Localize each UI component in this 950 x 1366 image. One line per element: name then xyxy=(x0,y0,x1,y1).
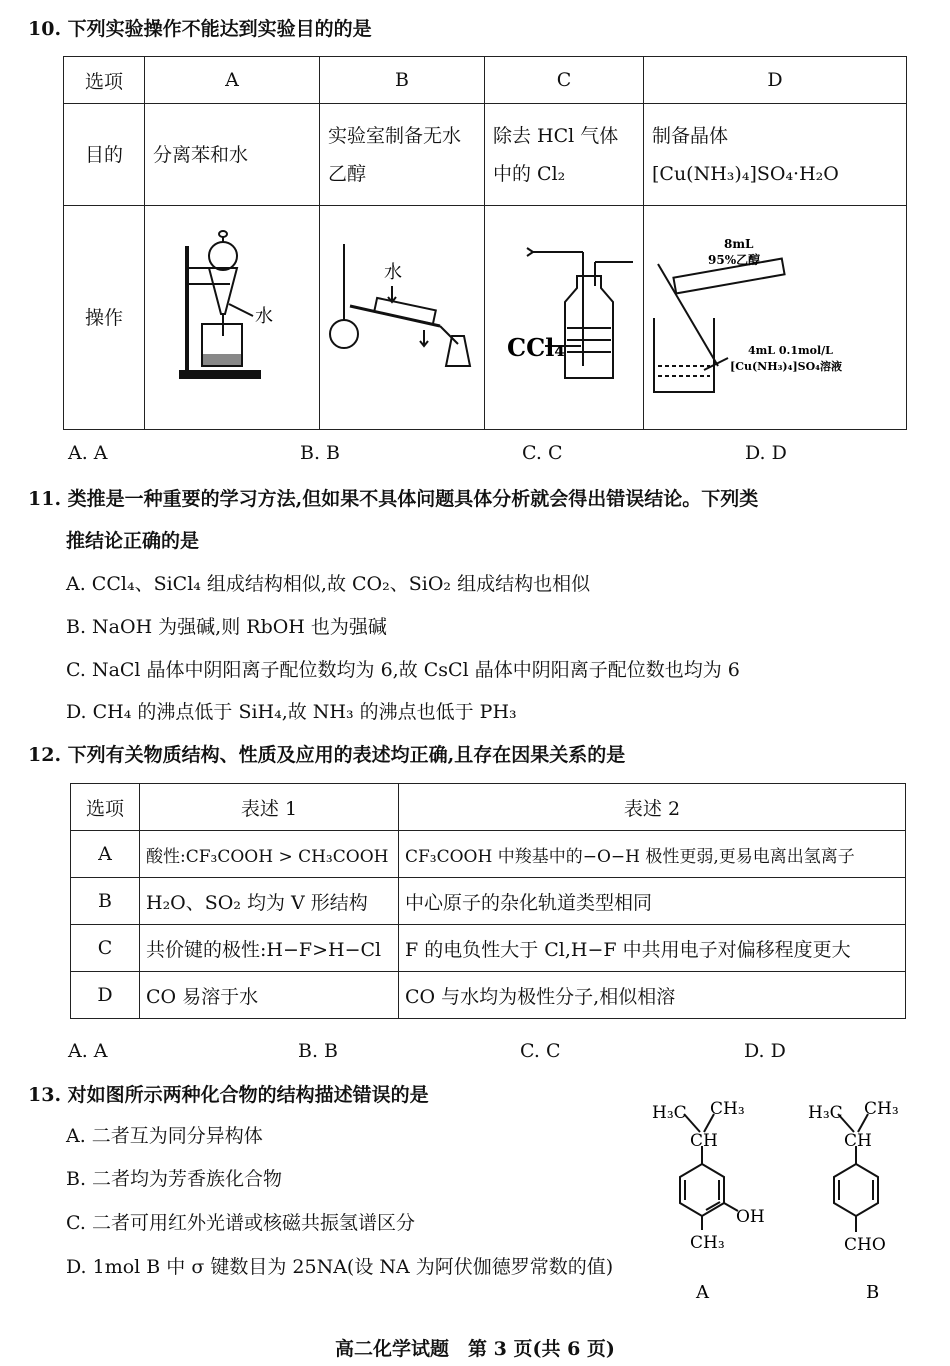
compound-b-ch3: CH₃ xyxy=(864,1099,899,1119)
q12-header-option: 选项 xyxy=(71,784,140,831)
compound-b-ch: CH xyxy=(844,1131,872,1151)
q10-purpose-b: 实验室制备无水乙醇 xyxy=(320,104,485,206)
q10-table xyxy=(63,56,907,430)
q12-row-d-statement1: CO 易溶于水 xyxy=(140,972,399,1019)
q10-figure-a xyxy=(145,206,320,430)
q12-table xyxy=(70,783,906,1019)
q10-answer-d[interactable]: D. D xyxy=(745,442,787,464)
q10-a-water-label: 水 xyxy=(255,306,273,327)
q12-answer-d[interactable]: D. D xyxy=(744,1040,786,1062)
q12-row-d-statement2: CO 与水均为极性分子,相似相溶 xyxy=(399,972,906,1019)
q10-answer-b[interactable]: B. B xyxy=(300,442,341,464)
q12-row-a-statement2: CF₃COOH 中羧基中的−O−H 极性更弱,更易电离出氢离子 xyxy=(399,831,906,878)
q10-d-bottom-reagent: [Cu(NH₃)₄]SO₄溶液 xyxy=(730,360,842,373)
compound-b-name: B xyxy=(866,1282,880,1303)
compound-a-ch: CH xyxy=(690,1131,718,1151)
q10-answer-c[interactable]: C. C xyxy=(522,442,563,464)
crystallization-figure xyxy=(644,206,874,416)
q10-row-purpose-label: 目的 xyxy=(64,104,145,206)
q10-header-a: A xyxy=(145,57,320,104)
q12-stem: 12. 下列有关物质结构、性质及应用的表述均正确,且存在因果关系的是 xyxy=(28,744,626,766)
compound-b-cho: CHO xyxy=(844,1235,886,1255)
compound-a-ch3-bottom: CH₃ xyxy=(690,1233,725,1253)
q12-row-c-option: C xyxy=(71,925,140,972)
table-row xyxy=(71,878,906,925)
q13-option-c[interactable]: C. 二者可用红外光谱或核磁共振氢谱区分 xyxy=(66,1212,415,1234)
q11-stem-line1: 11. 类推是一种重要的学习方法,但如果不具体问题具体分析就会得出错误结论。下列类 xyxy=(28,488,759,510)
q10-purpose-a: 分离苯和水 xyxy=(145,104,320,206)
compound-a-ch3-top: CH₃ xyxy=(710,1099,745,1119)
q10-purpose-c: 除去 HCl 气体中的 Cl₂ xyxy=(485,104,644,206)
separatory-funnel-figure xyxy=(145,206,317,416)
q10-b-water-label: 水 xyxy=(384,262,402,283)
q10-header-b: B xyxy=(320,57,485,104)
q12-row-b-statement2: 中心原子的杂化轨道类型相同 xyxy=(399,878,906,925)
q12-row-c-statement1: 共价键的极性:H−F>H−Cl xyxy=(140,925,399,972)
q13-option-b[interactable]: B. 二者均为芳香族化合物 xyxy=(66,1168,283,1190)
table-row xyxy=(71,972,906,1019)
q10-header-d: D xyxy=(644,57,907,104)
gas-washing-bottle-figure xyxy=(485,206,641,416)
q10-figure-c xyxy=(485,206,644,430)
q13-stem: 13. 对如图所示两种化合物的结构描述错误的是 xyxy=(28,1084,429,1106)
q12-answer-b[interactable]: B. B xyxy=(298,1040,339,1062)
compound-b-h3c: H₃C xyxy=(808,1103,843,1123)
q13-structures-figure xyxy=(648,1092,908,1308)
q12-row-d-option: D xyxy=(71,972,140,1019)
q10-figure-b xyxy=(320,206,485,430)
q12-answer-a[interactable]: A. A xyxy=(68,1040,108,1062)
q10-answer-a[interactable]: A. A xyxy=(68,442,108,464)
q10-d-top-volume: 8mL xyxy=(724,237,754,251)
page-footer: 高二化学试题 第 3 页(共 6 页) xyxy=(335,1338,615,1360)
compound-a-h3c: H₃C xyxy=(652,1103,687,1123)
q11-option-b[interactable]: B. NaOH 为强碱,则 RbOH 也为强碱 xyxy=(66,616,387,638)
compound-a-oh: OH xyxy=(736,1207,765,1227)
compound-a-name: A xyxy=(696,1282,709,1303)
distillation-figure xyxy=(320,206,482,416)
q10-header-option: 选项 xyxy=(64,57,145,104)
q11-option-a[interactable]: A. CCl₄、SiCl₄ 组成结构相似,故 CO₂、SiO₂ 组成结构也相似 xyxy=(66,573,591,595)
q10-stem: 10. 下列实验操作不能达到实验目的的是 xyxy=(28,18,372,40)
q12-answer-c[interactable]: C. C xyxy=(520,1040,561,1062)
q13-option-d[interactable]: D. 1mol B 中 σ 键数目为 25NA(设 NA 为阿伏伽德罗常数的值) xyxy=(66,1256,614,1278)
q10-row-operation-label: 操作 xyxy=(64,206,145,430)
q13-option-a[interactable]: A. 二者互为同分异构体 xyxy=(66,1125,263,1147)
q10-d-bottom-volume: 4mL 0.1mol/L xyxy=(748,344,833,357)
q12-row-b-option: B xyxy=(71,878,140,925)
q11-stem-line2: 推结论正确的是 xyxy=(66,530,200,552)
q12-header-statement1: 表述 1 xyxy=(140,784,399,831)
q10-figure-d xyxy=(644,206,907,430)
q12-row-a-option: A xyxy=(71,831,140,878)
q10-c-ccl4-label: CCl₄ xyxy=(507,333,565,362)
q10-header-c: C xyxy=(485,57,644,104)
q12-row-a-statement1: 酸性:CF₃COOH > CH₃COOH xyxy=(140,831,399,878)
table-row xyxy=(71,831,906,878)
q12-row-b-statement1: H₂O、SO₂ 均为 V 形结构 xyxy=(140,878,399,925)
table-row xyxy=(71,925,906,972)
q10-d-top-reagent: 95%乙醇 xyxy=(708,253,761,267)
q10-purpose-d: 制备晶体 [Cu(NH₃)₄]SO₄·H₂O xyxy=(644,104,907,206)
q12-header-statement2: 表述 2 xyxy=(399,784,906,831)
q12-row-c-statement2: F 的电负性大于 Cl,H−F 中共用电子对偏移程度更大 xyxy=(399,925,906,972)
q11-option-c[interactable]: C. NaCl 晶体中阴阳离子配位数均为 6,故 CsCl 晶体中阴阳离子配位数也均为 6 xyxy=(66,659,740,681)
q11-option-d[interactable]: D. CH₄ 的沸点低于 SiH₄,故 NH₃ 的沸点也低于 PH₃ xyxy=(66,701,517,723)
